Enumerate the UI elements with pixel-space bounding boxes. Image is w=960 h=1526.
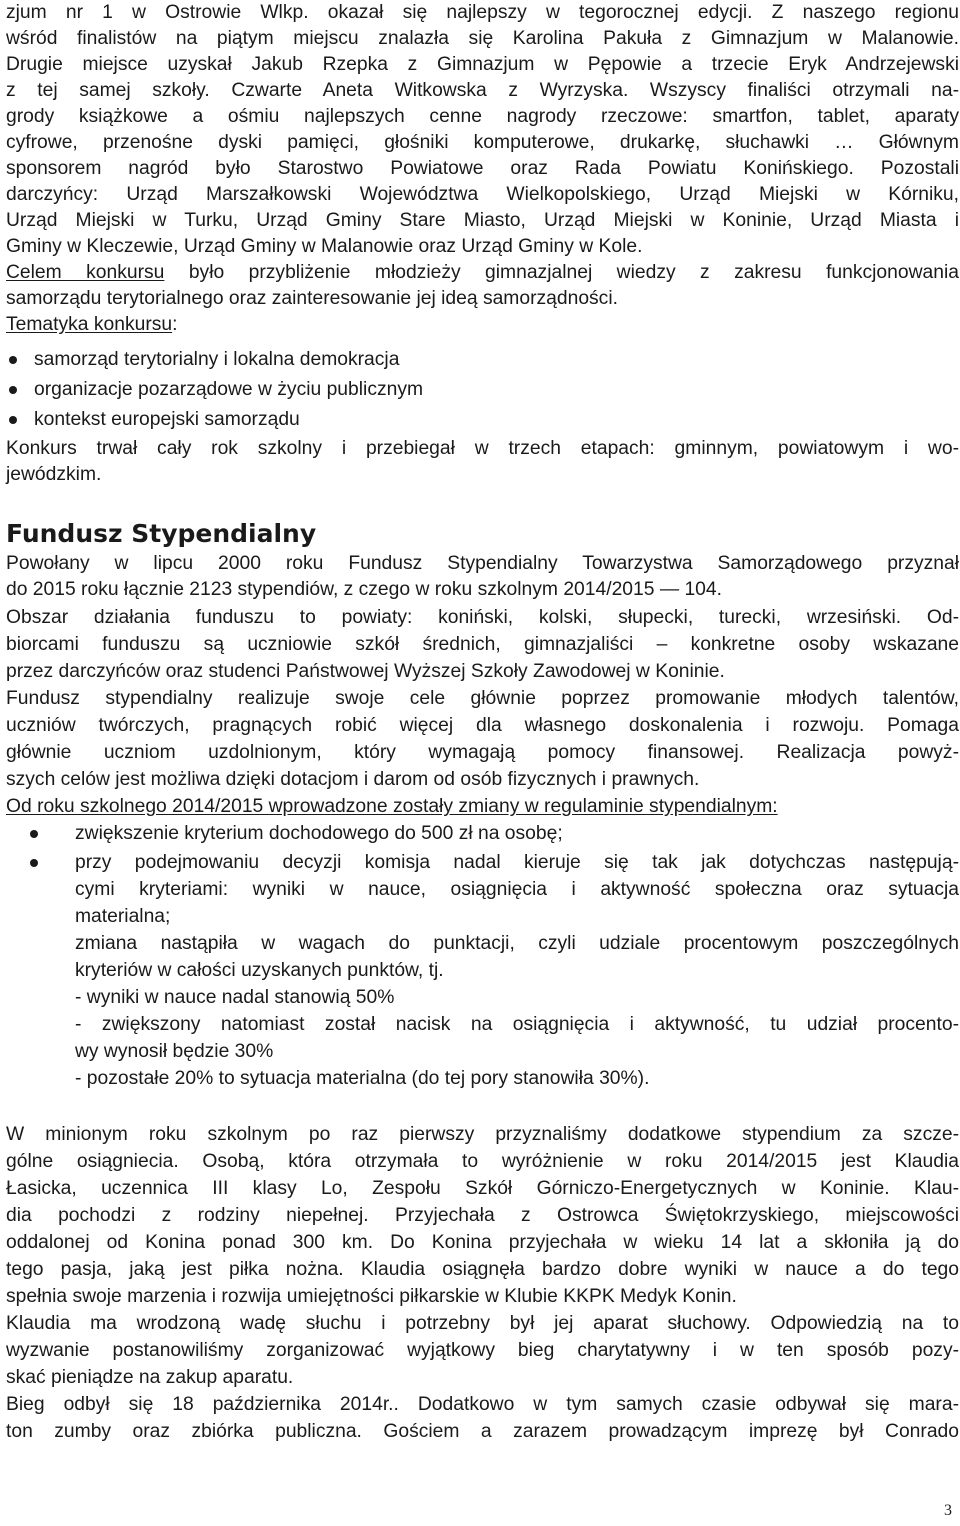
page-number: 3: [944, 1502, 952, 1519]
list-item: organizacje pozarządowe w życiu publicznym: [34, 379, 424, 400]
goal-label: Celem konkursu: [6, 262, 165, 283]
text-line: Konkurs trwał cały rok szkolny i przebiegał w trzech etapach: gminnym, powiatowym i wo-: [6, 438, 959, 459]
text-line: Obszar działania funduszu to powiaty: koniński, kolski, słupecki, turecki, wrzesiński. Od-: [6, 607, 959, 628]
text-line: Gminy w Kleczewie, Urząd Gminy w Malanowie oraz Urząd Gminy w Kole.: [6, 236, 643, 257]
text-line: - pozostałe 20% to sytuacja materialna (do tej pory stanowiła 30%).: [75, 1068, 650, 1089]
text-line: przez darczyńców oraz studenci Państwowej Wyższej Szkoły Zawodowej w Koninie.: [6, 661, 725, 682]
text-line: jewódzkim.: [6, 464, 102, 485]
text-line: gólne osiągniecia. Osobą, która otrzymała to wyróżnienie w roku 2014/2015 jest Klaudia: [6, 1151, 959, 1172]
text-line: do 2015 roku łącznie 2123 stypendiów, z czego w roku szkolnym 2014/2015 — 104.: [6, 579, 722, 600]
list-item: samorząd terytorialny i lokalna demokracja: [34, 349, 400, 370]
text-line: Fundusz stypendialny realizuje swoje cele głównie poprzez promowanie młodych talentów,: [6, 688, 959, 709]
text-line: materialna;: [75, 906, 171, 927]
list-item: zwiększenie kryterium dochodowego do 500 zł na osobę;: [75, 823, 563, 844]
bullet-icon: [30, 859, 38, 867]
bullet-icon: [9, 416, 17, 424]
section-heading: Fundusz Stypendialny: [6, 519, 317, 548]
changes-heading: Od roku szkolnego 2014/2015 wprowadzone zostały zmiany w regulaminie stypendialnym:: [6, 796, 778, 817]
text-line: ton zumby oraz zbiórka publiczna. Gościem a zarazem prowadzącym imprezę był Conrado: [6, 1421, 959, 1442]
text-line: Powołany w lipcu 2000 roku Fundusz Stypendialny Towarzystwa Samorządowego przyznał: [6, 553, 959, 574]
text-line: przy podejmowaniu decyzji komisja nadal kieruje się tak jak dotychczas następują-: [75, 852, 959, 873]
text-line: cymi kryteriami: wyniki w nauce, osiągnięcia i aktywność społeczna oraz sytuacja: [75, 879, 959, 900]
text-line: głównie uczniom uzdolnionym, który wymagają pomocy finansowej. Realizacja powyż-: [6, 742, 959, 763]
bullet-icon: [30, 830, 38, 838]
text-line: szych celów jest możliwa dzięki dotacjom i darom od osób fizycznych i prawnych.: [6, 769, 700, 790]
text-line: cyfrowe, przenośne dyski pamięci, głośniki komputerowe, drukarkę, słuchawki … Głównym: [6, 132, 959, 153]
text-line: - zwiększony natomiast został nacisk na osiągnięcia i aktywność, tu udział procento-: [75, 1014, 959, 1035]
text-line: darczyńcy: Urząd Marszałkowski Województwa Wielkopolskiego, Urząd Miejski w Kórniku,: [6, 184, 959, 205]
text-line: oddalonej od Konina ponad 300 km. Do Konina przyjechała w wieku 14 lat a skłoniła ją do: [6, 1232, 959, 1253]
text-line: kryteriów w całości uzyskanych punktów, tj.: [75, 960, 444, 981]
topics-heading: [6, 312, 177, 338]
bullet-icon: [9, 386, 17, 394]
text-line: Urząd Miejski w Turku, Urząd Gminy Stare Miasto, Urząd Miejski w Koninie, Urząd Miasta i: [6, 210, 959, 231]
topics-label: Tematyka konkursu: [6, 314, 173, 335]
goal-text: było przybliżenie młodzieży gimnazjalnej wiedzy z zakresu funkcjonowania: [164, 262, 959, 283]
text-line: spełnia swoje marzenia i rozwija umiejętności piłkarskie w Klubie KKPK Medyk Konin.: [6, 1286, 737, 1307]
text-line: wyzwanie postanowiliśmy zorganizować wyjątkowy bieg charytatywny i w ten sposób pozy-: [6, 1340, 959, 1361]
text-line: Łasicka, uczennica III klasy Lo, Zespołu Szkół Górniczo-Energetycznych w Koninie. Klau-: [6, 1178, 959, 1199]
text-line: wśród finalistów na piątym miejscu znalazła się Karolina Pakuła z Gimnazjum w Malanowie.: [6, 28, 959, 49]
text-line: grody książkowe a ośmiu najlepszych cenne nagrody rzeczowe: smartfon, tablet, aparaty: [6, 106, 959, 127]
text-line: Bieg odbył się 18 października 2014r.. Dodatkowo w tym samych czasie odbywał się mara-: [6, 1394, 959, 1415]
list-item: kontekst europejski samorządu: [34, 409, 300, 430]
text-line: W minionym roku szkolnym po raz pierwszy przyznaliśmy dodatkowe stypendium za szcze-: [6, 1124, 959, 1145]
text-line: Klaudia ma wrodzoną wadę słuchu i potrzebny był jej aparat słuchowy. Odpowiedzią na to: [6, 1313, 959, 1334]
text-line: [6, 260, 959, 286]
topics-colon: :: [172, 314, 178, 335]
text-line: - wyniki w nauce nadal stanowią 50%: [75, 987, 395, 1008]
text-line: sponsorem nagród było Starostwo Powiatowe oraz Rada Powiatu Konińskiego. Pozostali: [6, 158, 959, 179]
text-line: skać pieniądze na zakup aparatu.: [6, 1367, 294, 1388]
bullet-icon: [9, 356, 17, 364]
text-line: wy wynosił będzie 30%: [75, 1041, 274, 1062]
text-line: biorcami funduszu są uczniowie szkół średnich, gimnazjaliści – konkretne osoby wskazane: [6, 634, 959, 655]
text-line: samorządu terytorialnego oraz zainteresowanie jej ideą samorządności.: [6, 288, 618, 309]
text-line: tego pasja, jaką jest piłka nożna. Klaudia osiągnęła bardzo dobre wyniki w nauce a do tego: [6, 1259, 959, 1280]
text-line: zmiana nastąpiła w wagach do punktacji, czyli udziale procentowym poszczególnych: [75, 933, 959, 954]
text-line: uczniów twórczych, pragnących robić więcej dla własnego doskonalenia i rozwoju. Pomaga: [6, 715, 959, 736]
text-line: Drugie miejsce uzyskał Jakub Rzepka z Gimnazjum w Pępowie a trzecie Eryk Andrzejewski: [6, 54, 959, 75]
text-line: dia pochodzi z rodziny niepełnej. Przyjechała z Ostrowca Świętokrzyskiego, miejscowości: [6, 1205, 959, 1226]
text-line: z tej samej szkoły. Czwarte Aneta Witkowska z Wyrzyska. Wszyscy finaliści otrzymali na-: [6, 80, 959, 101]
text-line: zjum nr 1 w Ostrowie Wlkp. okazał się najlepszy w tegorocznej edycji. Z naszego regionu: [6, 2, 959, 23]
